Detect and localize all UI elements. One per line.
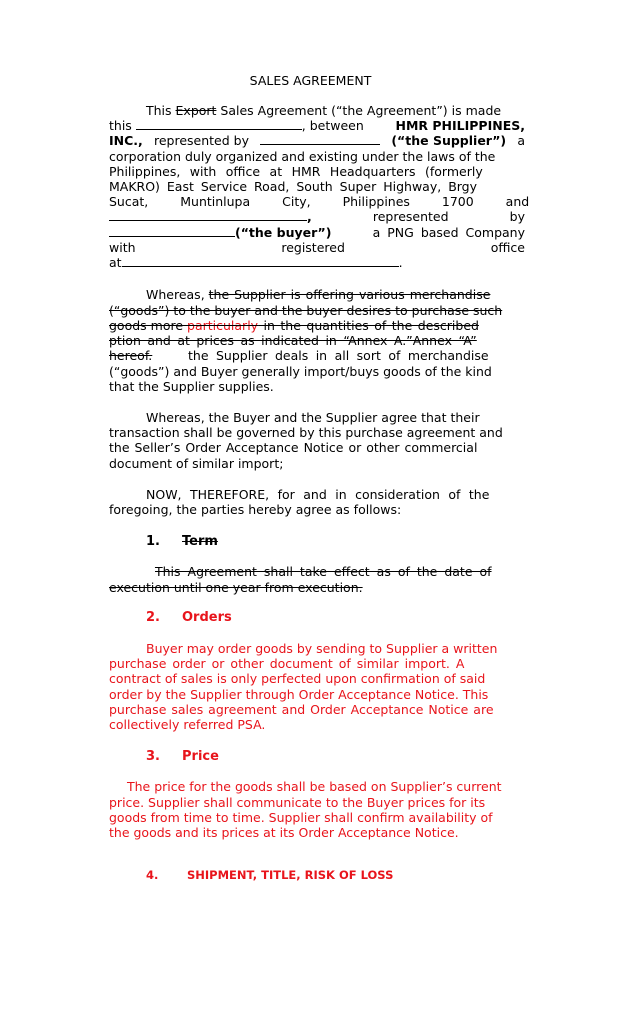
whereas1-line-3: goods more particularly in the quantities of the described bbox=[109, 318, 479, 333]
whereas1-line-4: ption and at prices as indicated in “Annex A.”Annex “A” bbox=[109, 333, 477, 348]
intro-line-11: at . bbox=[109, 255, 403, 270]
whereas1-line-7: that the Supplier supplies. bbox=[109, 379, 274, 394]
whereas2-line-2: transaction shall be governed by this purchase agreement and bbox=[109, 425, 503, 440]
orders-line-2: purchase order or other document of similar import. A bbox=[109, 656, 465, 671]
date-blank bbox=[136, 118, 302, 130]
price-line-3: goods from time to time. Supplier shall confirm availability of bbox=[109, 810, 493, 825]
intro-line-10: with registered office bbox=[109, 240, 525, 255]
document-title: SALES AGREEMENT bbox=[249, 73, 372, 88]
section-3-heading: 3. Price bbox=[146, 749, 219, 764]
whereas1-line-1: Whereas, the Supplier is offering various merchandise bbox=[146, 287, 491, 302]
whereas2-line-3: the Seller’s Order Acceptance Notice or other commercial bbox=[109, 440, 478, 455]
whereas1-line-6: (“goods”) and Buyer generally import/buys goods of the kind bbox=[109, 364, 492, 379]
intro-line-9: (“the buyer”) a PNG based Company bbox=[109, 225, 525, 240]
intro-line-7: Sucat, Muntinlupa City, Philippines 1700 and bbox=[109, 194, 530, 209]
now-therefore-line-1: NOW, THEREFORE, for and in consideration of the bbox=[146, 487, 490, 502]
intro-line-4: corporation duly organized and existing under the laws of the bbox=[109, 149, 496, 164]
whereas2-line-4: document of similar import; bbox=[109, 456, 284, 471]
intro-line-6: MAKRO) East Service Road, South Super Highway, Brgy bbox=[109, 179, 478, 194]
orders-line-3: contract of sales is only perfected upon confirmation of said bbox=[109, 671, 486, 686]
representative-blank bbox=[260, 133, 380, 145]
address-blank bbox=[122, 255, 399, 267]
price-line-1: The price for the goods shall be based on Supplier’s current bbox=[127, 779, 502, 794]
intro-line-2: this , between HMR PHILIPPINES, bbox=[109, 118, 525, 133]
section-2-heading: 2. Orders bbox=[146, 610, 232, 625]
whereas2-line-1: Whereas, the Buyer and the Supplier agree that their bbox=[146, 410, 480, 425]
buyer-name-blank bbox=[109, 209, 307, 221]
whereas1-line-2: (“goods”) to the buyer and the buyer desires to purchase such bbox=[109, 303, 503, 318]
price-line-2: price. Supplier shall communicate to the Buyer prices for its bbox=[109, 795, 486, 810]
whereas1-line-5: hereof. the Supplier deals in all sort of merchandise bbox=[109, 348, 489, 363]
term-line-2: execution until one year from execution. bbox=[109, 580, 363, 595]
term-line-1: This Agreement shall take effect as of the date of bbox=[155, 564, 492, 579]
orders-line-1: Buyer may order goods by sending to Supplier a written bbox=[146, 641, 498, 656]
intro-line-5: Philippines, with office at HMR Headquarters (formerly bbox=[109, 164, 483, 179]
orders-line-6: collectively referred PSA. bbox=[109, 717, 266, 732]
section-1-heading: 1. Term bbox=[146, 534, 218, 549]
section-4-heading: 4. SHIPMENT, TITLE, RISK OF LOSS bbox=[146, 868, 394, 882]
orders-line-5: purchase sales agreement and Order Acceptance Notice are bbox=[109, 702, 494, 717]
now-therefore-line-2: foregoing, the parties hereby agree as follows: bbox=[109, 502, 402, 517]
intro-line-8: , represented by bbox=[109, 209, 525, 224]
buyer-rep-blank bbox=[109, 225, 235, 237]
price-line-4: the goods and its prices at its Order Acceptance Notice. bbox=[109, 825, 459, 840]
intro-line-3: INC., represented by (“the Supplier”) a bbox=[109, 133, 525, 148]
intro-line-1: This Export Sales Agreement (“the Agreement”) is made bbox=[146, 103, 502, 118]
orders-line-4: order by the Supplier through Order Acceptance Notice. This bbox=[109, 687, 489, 702]
